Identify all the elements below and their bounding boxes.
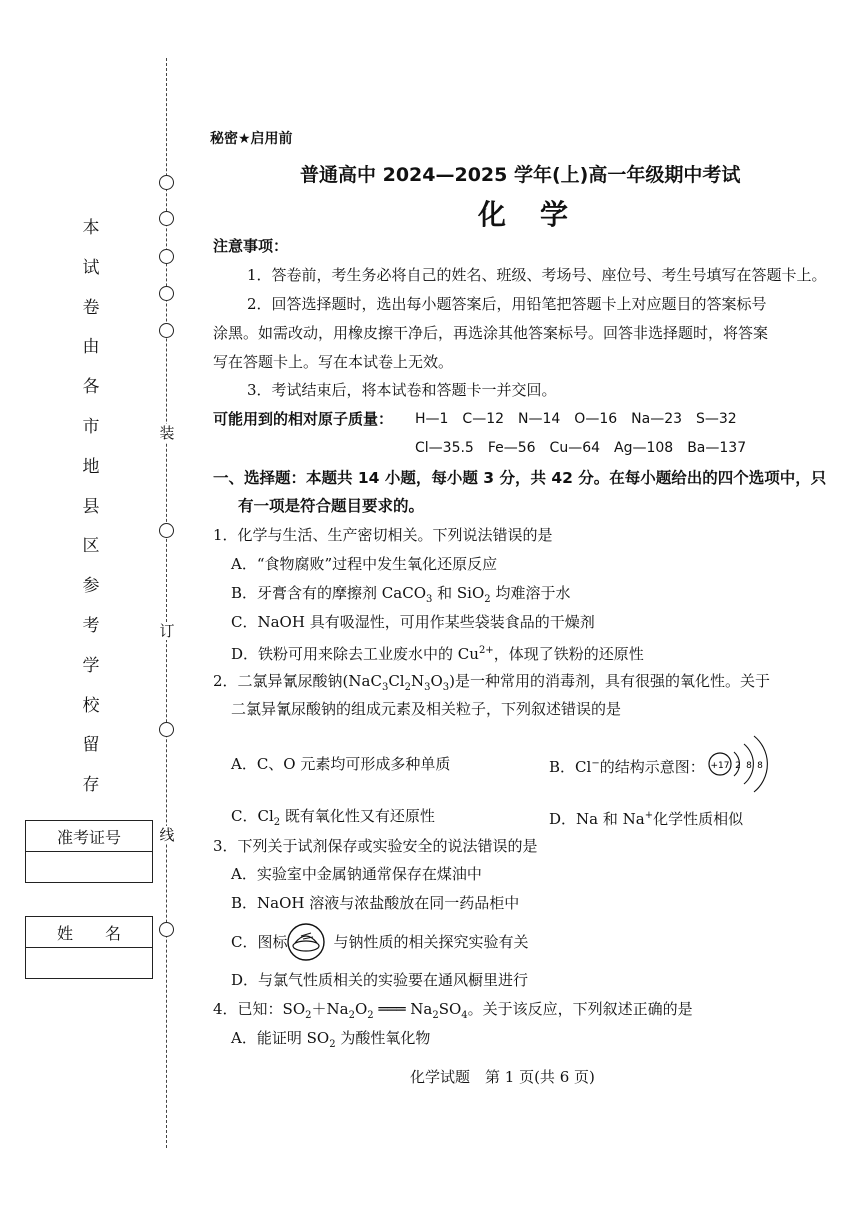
subject-title: 化学: [478, 198, 603, 231]
option-a: A．能证明 $SO_2$ 为酸性氧化物: [231, 1029, 431, 1050]
chloride-ion-structure-diagram: [704, 728, 776, 800]
option-b: B．NaOH 溶液与浓盐酸放在同一药品柜中: [231, 894, 520, 912]
option-a: A．C、O 元素均可形成多种单质: [231, 755, 451, 773]
atomic-mass-line: H—1 C—12 N—14 O—16 Na—23 S—32: [415, 411, 737, 427]
option-c: C．NaOH 具有吸湿性，可用作某些袋装食品的干燥剂: [231, 613, 595, 631]
option-a: A．“食物腐败”过程中发生氧化还原反应: [231, 555, 498, 573]
binding-hole: [159, 175, 174, 190]
option-d: D．铁粉可用来除去工业废水中的 $Cu^{2+}$，体现了铁粉的还原性: [231, 645, 644, 663]
option-b: B．Cl−的结构示意图：: [549, 758, 705, 776]
section-heading: 有一项是符合题目要求的。: [238, 497, 425, 515]
question-stem: 1．化学与生活、生产密切相关。下列说法错误的是: [213, 526, 553, 544]
binding-hole: [159, 323, 174, 338]
option-b: B．牙膏含有的摩擦剂 CaCO$_3$ 和 SiO$_2$ 均难溶于水: [231, 584, 571, 605]
svg-text:8: 8: [757, 761, 763, 771]
exam-id-box: [25, 820, 153, 883]
safety-pictogram-icon: [283, 921, 329, 963]
svg-text:+17: +17: [710, 761, 730, 771]
binding-hole: [159, 922, 174, 937]
question-stem-cont: 二氯异氰尿酸钠的组成元素及相关粒子，下列叙述错误的是: [231, 700, 622, 718]
name-field[interactable]: [26, 948, 152, 978]
option-c: C．图标 与钠性质的相关探究实验有关: [231, 933, 529, 951]
exam-id-field[interactable]: [26, 852, 152, 882]
seal-word-zhuang: 装: [159, 424, 175, 442]
option-c: C．$Cl_2$ 既有氧化性又有还原性: [231, 807, 435, 828]
question-stem: 3．下列关于试剂保存或实验安全的说法错误的是: [213, 837, 538, 855]
exam-id-label: 准考证号: [26, 821, 152, 852]
notice-item: 涂黑。如需改动，用橡皮擦干净后，再选涂其他答案标号。回答非选择题时，将答案: [213, 324, 769, 342]
svg-text:8: 8: [746, 761, 752, 771]
seal-word-xian: 线: [159, 826, 175, 844]
seal-word-ding: 订: [159, 622, 175, 640]
binding-hole: [159, 722, 174, 737]
option-d: D．与氯气性质相关的实验要在通风橱里进行: [231, 971, 529, 989]
question-stem: 2．二氯异氰尿酸钠$(NaC_3Cl_2N_3O_3)$是一种常用的消毒剂，具有很强的氧化性。关于: [213, 672, 771, 693]
exam-title: 普通高中 2024—2025 学年(上)高一年级期中考试: [300, 164, 741, 186]
binding-hole: [159, 523, 174, 538]
option-a: A．实验室中金属钠通常保存在煤油中: [231, 865, 482, 883]
question-stem: 4．已知：$SO_2+Na_2O_2$ ═══ $Na_2SO_4$。关于该反应，下列叙述正确的是: [213, 1000, 693, 1021]
notice-heading: 注意事项：: [213, 237, 289, 255]
notice-item: 写在答题卡上。写在本试卷上无效。: [213, 353, 454, 371]
notice-item: 3．考试结束后，将本试卷和答题卡一并交回。: [247, 381, 557, 399]
name-box: [25, 916, 153, 979]
atomic-mass-label: 可能用到的相对原子质量：: [213, 410, 394, 428]
binding-hole: [159, 286, 174, 301]
notice-item: 1．答卷前，考生务必将自己的姓名、班级、考场号、座位号、考生号填写在答题卡上。: [247, 266, 827, 284]
page-footer: 化学试题 第 1 页(共 6 页): [410, 1068, 595, 1086]
option-d: D．Na 和 Na+化学性质相似: [549, 810, 744, 828]
notice-item: 2．回答选择题时，选出每小题答案后，用铅笔把答题卡上对应题目的答案标号: [247, 295, 767, 313]
svg-text:2: 2: [735, 761, 741, 771]
confidential-mark: 秘密★启用前: [210, 131, 293, 147]
vertical-retention-note: 本 试 卷 由 各 市 地 县 区 参 考 学 校 留 存: [82, 218, 100, 796]
binding-hole: [159, 249, 174, 264]
atomic-mass-line: Cl—35.5 Fe—56 Cu—64 Ag—108 Ba—137: [415, 440, 747, 456]
binding-hole: [159, 211, 174, 226]
name-label: 姓 名: [26, 917, 152, 948]
section-heading: 一、选择题：本题共 14 小题，每小题 3 分，共 42 分。在每小题给出的四个选项中，只: [213, 469, 827, 487]
